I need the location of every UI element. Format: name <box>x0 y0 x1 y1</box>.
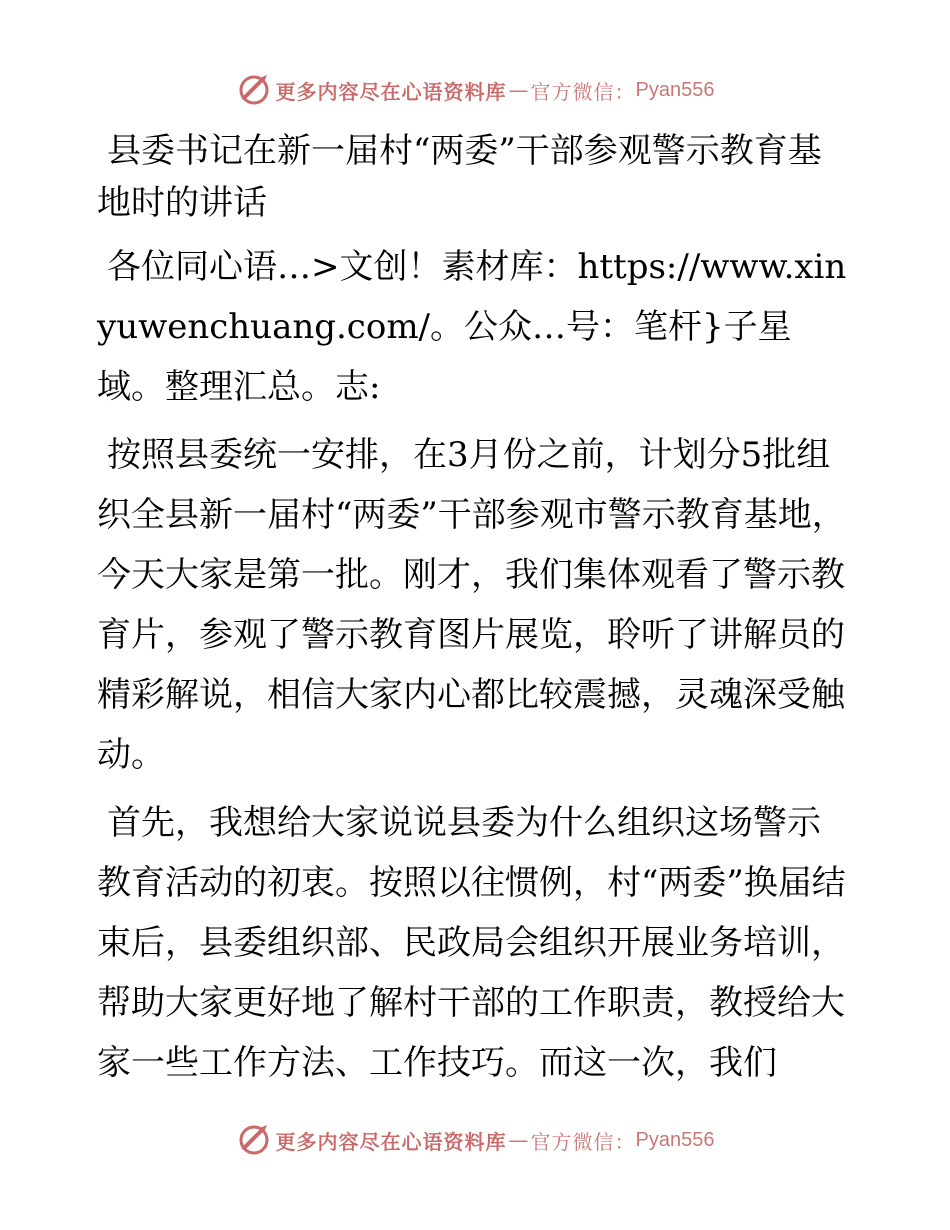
watermark-main-text: 更多内容尽在心语资料库 <box>275 1129 507 1154</box>
watermark-footer <box>0 1122 950 1158</box>
watermark-id: Pyan556 <box>635 78 715 101</box>
paragraph-intro: 各位同心语…>文创！素材库：https://www.xinyuwenchuang.com/。公众…号：笔杆}子星域。整理汇总。志: <box>97 247 847 407</box>
document-title: 县委书记在新一届村“两委”干部参观警示教育基地时的讲话 <box>97 131 822 223</box>
brush-logo-icon <box>236 72 272 108</box>
watermark-separator: — <box>508 1128 529 1152</box>
watermark-id: Pyan556 <box>635 1128 715 1151</box>
brush-logo-icon <box>236 1122 272 1158</box>
watermark-separator: — <box>508 78 529 102</box>
watermark-label: 官方微信： <box>530 1129 636 1154</box>
watermark-label: 官方微信： <box>530 79 636 104</box>
paragraph-2: 首先，我想给大家说说县委为什么组织这场警示教育活动的初衷。按照以往惯例，村“两委”换届结束后，县委组织部、民政局会组织开展业务培训，帮助大家更好地了解村干部的工作职责，教授给大家一些工作方法、工作技巧。而这一次，我们 <box>97 803 846 1083</box>
document-body <box>97 125 852 1101</box>
watermark-main-text: 更多内容尽在心语资料库 <box>275 79 507 104</box>
watermark-header <box>0 72 950 108</box>
paragraph-1: 按照县委统一安排，在3月份之前，计划分5批组织全县新一届村“两委”干部参观市警示教育基地，今天大家是第一批。刚才，我们集体观看了警示教育片，参观了警示教育图片展览，聆听了讲解员的精彩解说，相信大家内心都比较震撼，灵魂深受触动。 <box>97 435 846 775</box>
